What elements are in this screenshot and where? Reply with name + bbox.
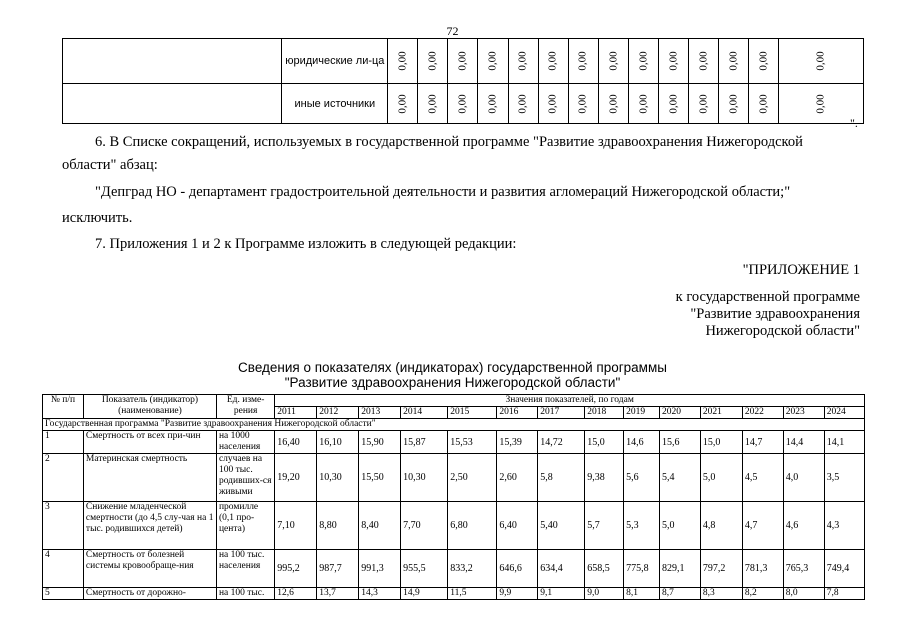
indicator-value: 3,5 — [824, 454, 864, 502]
empty-cell — [63, 39, 282, 84]
row-number: 3 — [43, 502, 84, 550]
indicator-value: 8,3 — [700, 588, 742, 600]
row-number: 2 — [43, 454, 84, 502]
header-year: 2017 — [538, 407, 585, 419]
indicator-unit: на 100 тыс. — [216, 588, 274, 600]
indicator-value: 11,5 — [448, 588, 497, 600]
indicator-value: 5,7 — [585, 502, 624, 550]
value-cell — [748, 84, 778, 124]
indicator-unit: промилле (0,1 про-цента) — [216, 502, 274, 550]
table-row — [43, 454, 865, 502]
paragraph-6-quote-line-2: исключить. — [62, 210, 133, 226]
indicator-value: 8,1 — [624, 588, 660, 600]
indicator-name: Материнская смертность — [83, 454, 216, 502]
indicator-value: 15,50 — [359, 454, 401, 502]
value-cell — [388, 39, 418, 84]
value-cell — [388, 84, 418, 124]
value-cell — [658, 39, 688, 84]
table-row — [43, 588, 865, 600]
header-year: 2019 — [624, 407, 660, 419]
indicator-value: 8,7 — [659, 588, 700, 600]
indicator-value: 829,1 — [659, 550, 700, 588]
value-cell — [688, 39, 718, 84]
table-row — [63, 84, 864, 124]
section-title: Государственная программа "Развитие здравоохранения Нижегородской области" — [43, 419, 865, 431]
indicator-value: 995,2 — [275, 550, 317, 588]
value-cell — [508, 84, 538, 124]
indicator-value: 4,6 — [783, 502, 824, 550]
paragraph-6-quote-line-1: "Депград НО - департамент градостроительной деятельности и развития агломераций Нижегородской области;" — [95, 184, 791, 200]
indicator-value: 833,2 — [448, 550, 497, 588]
value-text: 0,00 — [697, 93, 710, 114]
indicator-value: 14,6 — [624, 431, 660, 454]
paragraph-6-line-2: области" абзац: — [62, 157, 158, 173]
value-text: 0,00 — [577, 51, 590, 71]
indicator-value: 9,0 — [585, 588, 624, 600]
header-year: 2012 — [317, 407, 359, 419]
indicator-value: 658,5 — [585, 550, 624, 588]
appendix-line-3: Нижегородской области" — [705, 323, 860, 339]
indicator-value: 15,0 — [585, 431, 624, 454]
value-cell — [598, 39, 628, 84]
indicators-table — [42, 394, 865, 600]
indicator-name: Смертность от болезней системы кровообраще-ния — [83, 550, 216, 588]
value-cell — [538, 84, 568, 124]
indicator-value: 14,7 — [742, 431, 783, 454]
header-year: 2014 — [401, 407, 448, 419]
value-text: 0,00 — [487, 51, 499, 71]
value-cell — [598, 84, 628, 124]
indicator-value: 5,0 — [700, 454, 742, 502]
indicator-name: Смертность от всех при-чин — [83, 431, 216, 454]
indicator-value: 797,2 — [700, 550, 742, 588]
value-cell — [448, 39, 478, 84]
value-cell — [778, 39, 863, 84]
value-cell — [508, 39, 538, 84]
value-text: 0,00 — [517, 51, 530, 71]
indicator-value: 14,72 — [538, 431, 585, 454]
value-cell — [628, 84, 658, 124]
value-cell — [748, 39, 778, 84]
value-text: 0,00 — [814, 93, 827, 114]
indicator-value: 987,7 — [317, 550, 359, 588]
indicator-value: 9,9 — [497, 588, 538, 600]
indicator-value: 19,20 — [275, 454, 317, 502]
value-text: 0,00 — [426, 51, 439, 71]
header-year: 2021 — [700, 407, 742, 419]
row-label: юридические ли-ца — [282, 39, 388, 84]
indicator-value: 8,40 — [359, 502, 401, 550]
table-row — [43, 431, 865, 454]
indicator-value: 15,0 — [700, 431, 742, 454]
value-text: 0,00 — [607, 51, 620, 71]
value-text: 0,00 — [727, 51, 740, 71]
indicator-value: 14,9 — [401, 588, 448, 600]
indicator-value: 4,5 — [742, 454, 783, 502]
paragraph-6-line-1: 6. В Списке сокращений, используемых в государственной программе "Развитие здравоохранения Нижегородской — [95, 134, 803, 150]
indicator-value: 14,1 — [824, 431, 864, 454]
indicator-value: 14,4 — [783, 431, 824, 454]
indicator-value: 10,30 — [317, 454, 359, 502]
indicator-value: 646,6 — [497, 550, 538, 588]
indicator-value: 775,8 — [624, 550, 660, 588]
indicator-value: 9,1 — [538, 588, 585, 600]
page-number: 72 — [446, 24, 459, 38]
indicator-value: 5,4 — [659, 454, 700, 502]
header-year: 2011 — [275, 407, 317, 419]
value-cell — [628, 39, 658, 84]
value-text: 0,00 — [396, 51, 409, 71]
value-cell — [718, 39, 748, 84]
indicator-value: 13,7 — [317, 588, 359, 600]
indicator-value: 15,39 — [497, 431, 538, 454]
indicator-value: 14,3 — [359, 588, 401, 600]
indicator-value: 8,80 — [317, 502, 359, 550]
indicator-value: 5,6 — [624, 454, 660, 502]
value-text: 0,00 — [487, 93, 499, 114]
header-unit: Ед. изме-рения — [216, 395, 274, 419]
indicator-value: 5,3 — [624, 502, 660, 550]
indicator-value: 749,4 — [824, 550, 864, 588]
indicator-value: 10,30 — [401, 454, 448, 502]
indicator-value: 7,70 — [401, 502, 448, 550]
value-cell — [568, 84, 598, 124]
header-year: 2020 — [659, 407, 700, 419]
indicator-name: Смертность от дорожно- — [83, 588, 216, 600]
value-text: 0,00 — [667, 51, 680, 71]
indicator-value: 15,6 — [659, 431, 700, 454]
header-name: Показатель (индикатор) (наименование) — [83, 395, 216, 419]
indicator-value: 8,0 — [783, 588, 824, 600]
appendix-line-2: "Развитие здравоохранения — [690, 306, 860, 322]
indicator-value: 955,5 — [401, 550, 448, 588]
indicator-value: 5,40 — [538, 502, 585, 550]
value-text: 0,00 — [814, 51, 827, 71]
indicator-value: 15,53 — [448, 431, 497, 454]
value-text: 0,00 — [637, 93, 650, 114]
value-text: 0,00 — [607, 93, 620, 114]
indicator-unit: случаев на 100 тыс. родивших-ся живыми — [216, 454, 274, 502]
value-cell — [418, 84, 448, 124]
value-cell — [718, 84, 748, 124]
value-cell — [688, 84, 718, 124]
value-text: 0,00 — [757, 93, 770, 114]
row-label: иные источники — [282, 84, 388, 124]
indicator-unit: на 1000 населения — [216, 431, 274, 454]
value-text: 0,00 — [517, 93, 530, 114]
indicator-value: 16,10 — [317, 431, 359, 454]
indicator-value: 6,80 — [448, 502, 497, 550]
indicator-unit: на 100 тыс. населения — [216, 550, 274, 588]
indicator-value: 15,87 — [401, 431, 448, 454]
value-text: 0,00 — [456, 93, 469, 114]
value-cell — [478, 84, 508, 124]
header-num: № п/п — [43, 395, 84, 419]
header-values-title: Значения показателей, по годам — [275, 395, 865, 407]
indicator-value: 5,0 — [659, 502, 700, 550]
header-year: 2015 — [448, 407, 497, 419]
value-cell — [538, 39, 568, 84]
row-number: 4 — [43, 550, 84, 588]
paragraph-7: 7. Приложения 1 и 2 к Программе изложить в следующей редакции: — [95, 236, 517, 252]
financing-continuation-table — [62, 38, 864, 124]
header-year: 2024 — [824, 407, 864, 419]
value-text: 0,00 — [637, 51, 650, 71]
indicator-value: 2,50 — [448, 454, 497, 502]
value-text: 0,00 — [396, 93, 409, 114]
table-row — [43, 550, 865, 588]
value-cell — [448, 84, 478, 124]
value-text: 0,00 — [577, 93, 590, 114]
appendix-line-1: к государственной программе — [675, 289, 860, 305]
indicator-value: 16,40 — [275, 431, 317, 454]
value-text: 0,00 — [456, 51, 469, 71]
value-text: 0,00 — [727, 93, 740, 114]
indicator-value: 5,8 — [538, 454, 585, 502]
indicator-value: 7,10 — [275, 502, 317, 550]
header-year: 2016 — [497, 407, 538, 419]
header-year: 2018 — [585, 407, 624, 419]
indicator-value: 12,6 — [275, 588, 317, 600]
table-row — [63, 39, 864, 84]
indicator-value: 991,3 — [359, 550, 401, 588]
table-caption-line-1: Сведения о показателях (индикаторах) государственной программы — [238, 360, 667, 375]
indicator-value: 4,7 — [742, 502, 783, 550]
indicator-value: 781,3 — [742, 550, 783, 588]
appendix-title: "ПРИЛОЖЕНИЕ 1 — [742, 262, 860, 278]
closing-quote: ". — [850, 116, 858, 130]
value-cell — [418, 39, 448, 84]
value-text: 0,00 — [697, 51, 710, 71]
empty-cell — [63, 84, 282, 124]
value-text: 0,00 — [547, 51, 560, 71]
table-row — [43, 502, 865, 550]
indicator-value: 8,2 — [742, 588, 783, 600]
value-text: 0,00 — [426, 93, 439, 114]
section-row — [43, 419, 865, 431]
indicator-value: 2,60 — [497, 454, 538, 502]
indicator-value: 7,8 — [824, 588, 864, 600]
header-row — [43, 395, 865, 407]
header-year: 2013 — [359, 407, 401, 419]
indicator-value: 6,40 — [497, 502, 538, 550]
indicator-value: 4,8 — [700, 502, 742, 550]
header-year: 2023 — [783, 407, 824, 419]
header-year: 2022 — [742, 407, 783, 419]
value-cell — [478, 39, 508, 84]
row-number: 5 — [43, 588, 84, 600]
indicator-value: 4,0 — [783, 454, 824, 502]
indicator-value: 765,3 — [783, 550, 824, 588]
indicator-name: Снижение младенческой смертности (до 4,5 слу-чая на 1 тыс. родившихся детей) — [83, 502, 216, 550]
value-cell — [658, 84, 688, 124]
indicator-value: 4,3 — [824, 502, 864, 550]
table-caption-line-2: "Развитие здравоохранения Нижегородской области" — [284, 375, 621, 390]
value-text: 0,00 — [667, 93, 680, 114]
value-text: 0,00 — [547, 93, 560, 114]
indicator-value: 634,4 — [538, 550, 585, 588]
value-text: 0,00 — [757, 51, 770, 71]
row-number: 1 — [43, 431, 84, 454]
value-cell — [568, 39, 598, 84]
indicator-value: 9,38 — [585, 454, 624, 502]
indicator-value: 15,90 — [359, 431, 401, 454]
